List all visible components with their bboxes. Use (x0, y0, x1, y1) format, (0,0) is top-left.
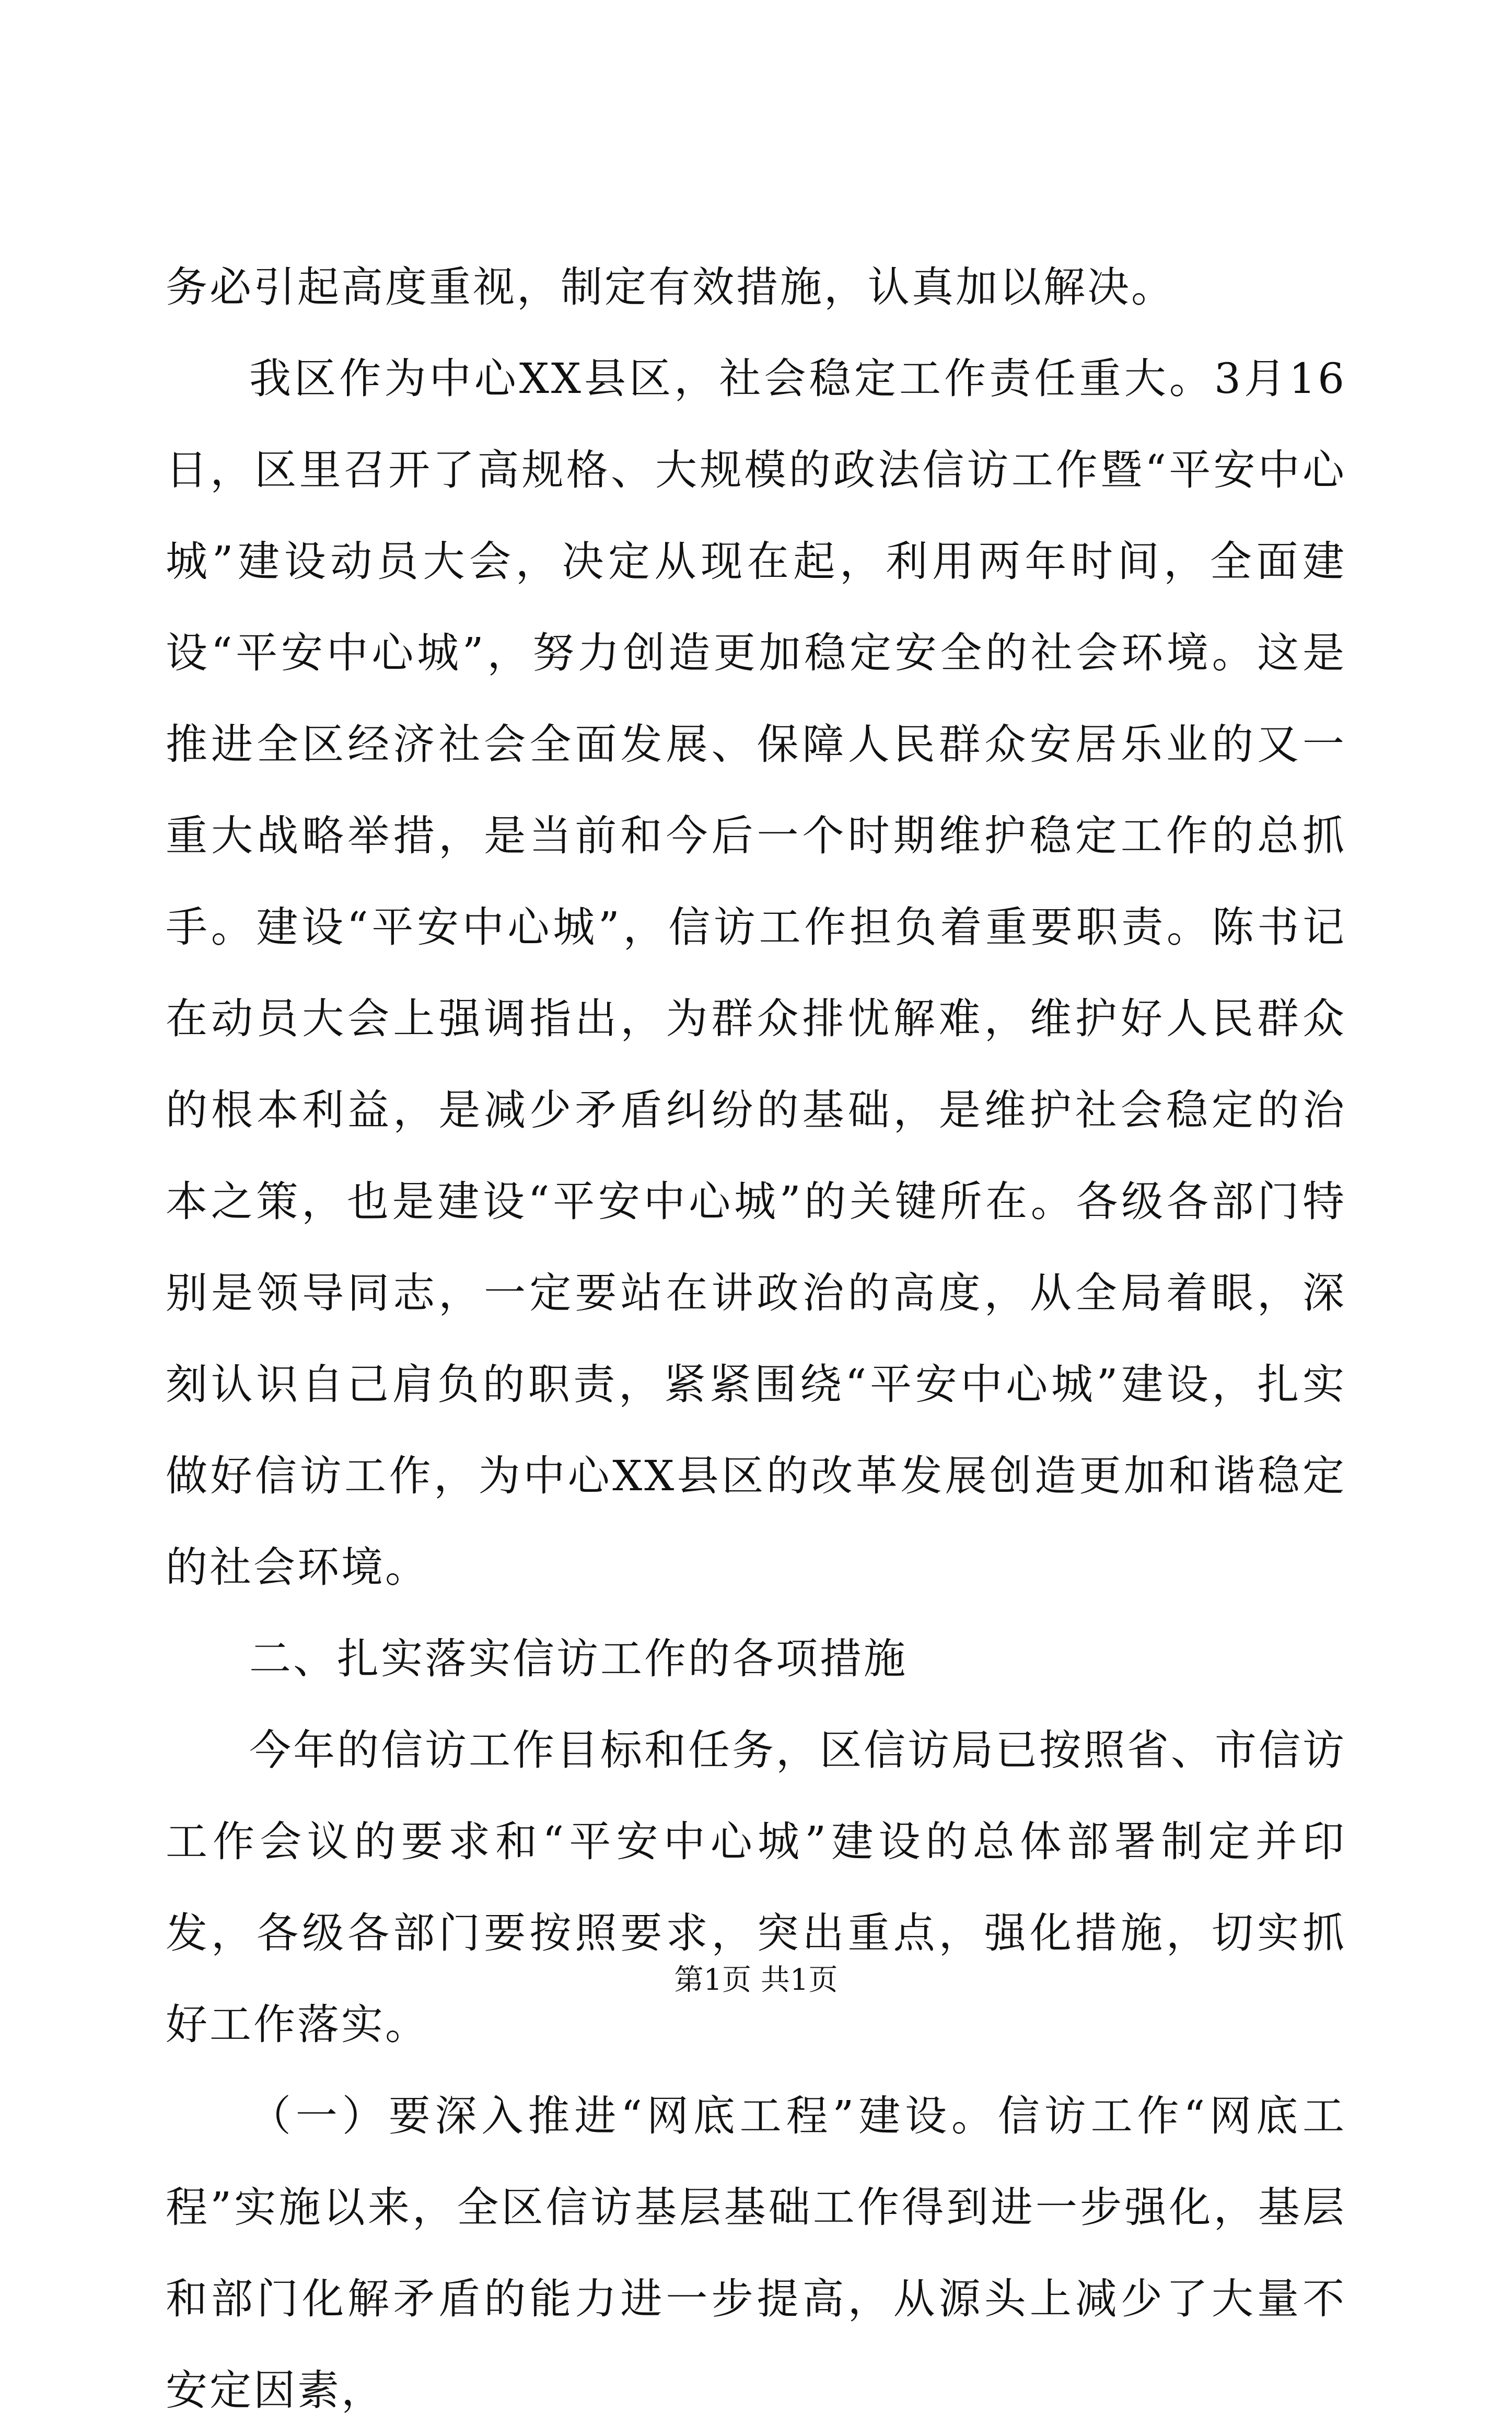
document-body (166, 241, 1346, 2436)
paragraph-stability-work: 我区作为中心XX县区，社会稳定工作责任重大。3月16日，区里召开了高规格、大规模的政法信访工作暨“平安中心城”建设动员大会，决定从现在起，利用两年时间，全面建设“平安中心城”，努力创造更加稳定安全的社会环境。这是推进全区经济社会全面发展、保障人民群众安居乐业的又一重大战略举措，是当前和今后一个时期维护稳定工作的总抓手。建设“平安中心城”，信访工作担负着重要职责。陈书记在动员大会上强调指出，为群众排忧解难，维护好人民群众的根本利益，是减少矛盾纠纷的基础，是维护社会稳定的治本之策，也是建设“平安中心城”的关键所在。各级各部门特别是领导同志，一定要站在讲政治的高度，从全局着眼，深刻认识自己肩负的职责，紧紧围绕“平安中心城”建设，扎实做好信访工作，为中心XX县区的改革发展创造更加和谐稳定的社会环境。 (166, 354, 1346, 1592)
paragraph-network-project: （一）要深入推进“网底工程”建设。信访工作“网底工程”实施以来，全区信访基层基础工作得到进一步强化，基层和部门化解矛盾的能力进一步提高，从源头上减少了大量不安定因素， (166, 2092, 1346, 2415)
paragraph-annual-goals: 今年的信访工作目标和任务，区信访局已按照省、市信访工作会议的要求和“平安中心城”建设的总体部署制定并印发，各级各部门要按照要求，突出重点，强化措施，切实抓好工作落实。 (166, 1726, 1346, 2049)
paragraph-continuation: 务必引起高度重视，制定有效措施，认真加以解决。 (166, 263, 1175, 311)
page-footer: 第1页 共1页 (674, 1963, 838, 1997)
section-heading-measures: 二、扎实落实信访工作的各项措施 (249, 1634, 908, 1683)
